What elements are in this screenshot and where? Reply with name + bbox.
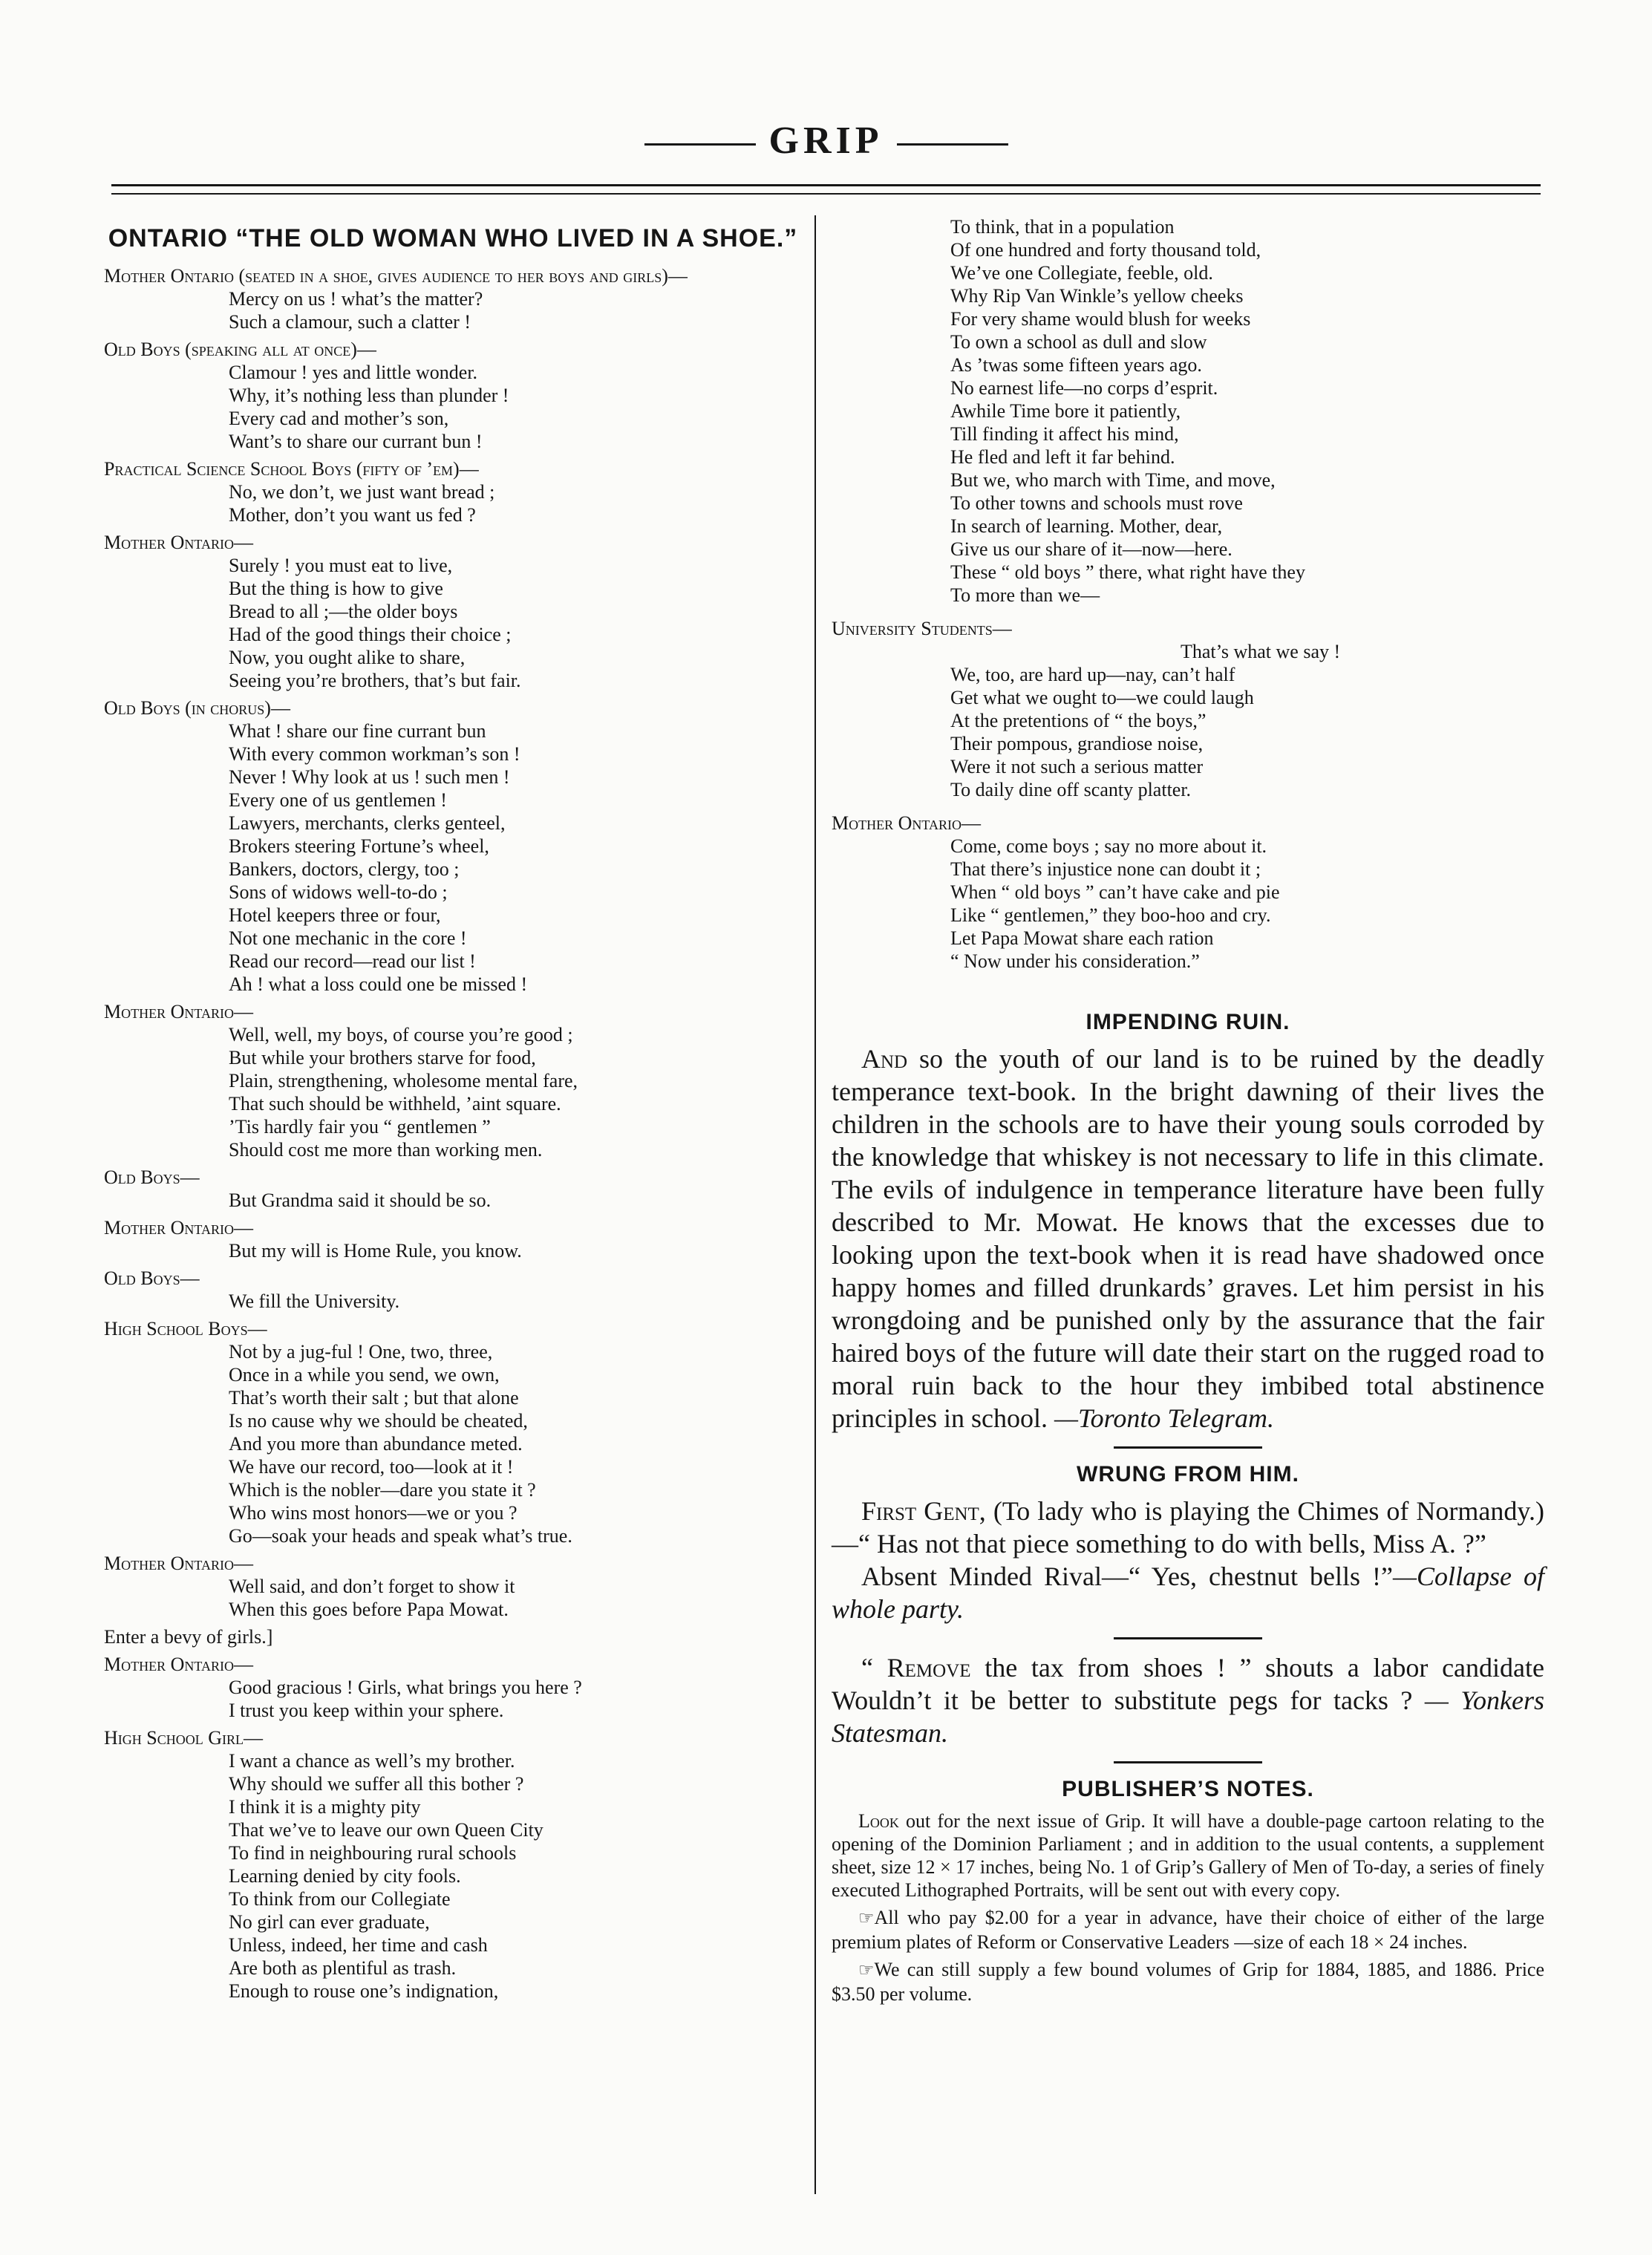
pointing-hand-icon: ☞ (858, 1909, 875, 1928)
verse-line: Every cad and mother’s son, (229, 408, 449, 429)
verse-line: He fled and left it far behind. (950, 446, 1175, 468)
students-verse (950, 663, 1544, 801)
speaker-label: Old Boys— (104, 1166, 200, 1188)
verse-line: Which is the nobler—dare you state it ? (229, 1479, 536, 1501)
verse-line: What ! share our fine currant bun (229, 720, 486, 742)
verse-line: Not one mechanic in the core ! (229, 927, 467, 949)
publisher-note-1 (832, 1809, 1544, 1902)
verse-stanza (229, 719, 802, 996)
poem-title: ONTARIO “THE OLD WOMAN WHO LIVED IN A SHOE.” (108, 224, 798, 252)
verse-line: Like “ gentlemen,” they boo-hoo and cry. (950, 904, 1271, 926)
verse-line: Lawyers, merchants, clerks genteel, (229, 812, 506, 834)
verse-line: As ’twas some fifteen years ago. (950, 354, 1202, 376)
verse-line: To more than we— (950, 584, 1100, 606)
verse-line: With every common workman’s son ! (229, 743, 520, 765)
lead-word: “ Remove (861, 1653, 971, 1683)
verse-line: Read our record—read our list ! (229, 950, 476, 972)
section-divider (1114, 1761, 1262, 1763)
pointing-hand-icon: ☞ (858, 1961, 875, 1980)
publisher-note-2 (832, 1906, 1544, 1954)
poem-body (104, 264, 802, 2003)
verse-stanza (229, 1749, 802, 2003)
verse-stanza (229, 554, 802, 692)
verse-line: Learning denied by city fools. (229, 1865, 461, 1887)
verse-line: Never ! Why look at us ! such men ! (229, 766, 510, 788)
verse-line: Bankers, doctors, clergy, too ; (229, 858, 460, 880)
speaker-label: Enter a bevy of girls.] (104, 1626, 273, 1648)
article-title-publisher: PUBLISHER’S NOTES. (1062, 1777, 1314, 1801)
verse-line: Clamour ! yes and little wonder. (229, 362, 478, 383)
verse-line: To think, that in a population (950, 216, 1175, 238)
verse-stanza (229, 1340, 802, 1547)
verse-line: Is no cause why we should be cheated, (229, 1410, 528, 1432)
section-divider (1114, 1637, 1262, 1639)
verse-line: Let Papa Mowat share each ration (950, 927, 1214, 949)
verse-line: Why should we suffer all this bother ? (229, 1773, 524, 1795)
article-wrung (832, 1495, 1544, 1625)
verse-stanza (229, 287, 802, 333)
speaker-label: Old Boys (speaking all at once)— (104, 339, 376, 360)
verse-line: That’s worth their salt ; but that alone (229, 1387, 519, 1409)
verse-line: To daily dine off scanty platter. (950, 779, 1192, 800)
verse-line: Hotel keepers three or four, (229, 904, 441, 926)
verse-line: I think it is a mighty pity (229, 1796, 421, 1818)
verse-line: But we, who march with Time, and move, (950, 469, 1276, 491)
article-text: Absent Minded Rival—“ Yes, chestnut bells !” (861, 1561, 1393, 1591)
verse-stanza (229, 1575, 802, 1621)
article-title-wrung: WRUNG FROM HIM. (1077, 1462, 1299, 1487)
verse-line: Ah ! what a loss could one be missed ! (229, 973, 528, 995)
verse-line: Till finding it affect his mind, (950, 423, 1179, 445)
verse-stanza (229, 480, 802, 526)
left-column (104, 215, 802, 2003)
header-rule-thin (111, 193, 1541, 195)
article-text: the tax from shoes ! ” shouts a labor candidate Wouldn’t it be better to substitute pegs for tacks ? (832, 1653, 1544, 1715)
masthead (0, 119, 1652, 163)
verse-line: Mother, don’t you want us fed ? (229, 504, 476, 526)
verse-line: Were it not such a serious matter (950, 756, 1204, 777)
verse-line: That’s what we say ! (1181, 641, 1341, 662)
source-credit: —Toronto Telegram. (1054, 1403, 1275, 1433)
verse-line: Mercy on us ! what’s the matter? (229, 288, 483, 310)
verse-line: “ Now under his consideration.” (950, 950, 1200, 972)
verse-line: ’Tis hardly fair you “ gentlemen ” (229, 1116, 491, 1138)
verse-line: Brokers steering Fortune’s wheel, (229, 835, 489, 857)
masthead-rule-left (644, 143, 756, 146)
verse-line: Want’s to share our currant bun ! (229, 431, 483, 452)
verse-line: Surely ! you must eat to live, (229, 555, 453, 576)
speaker-label: Mother Ontario— (104, 532, 253, 553)
verse-line: Such a clamour, such a clatter ! (229, 311, 471, 333)
verse-line: Get what we ought to—we could laugh (950, 687, 1254, 708)
verse-line: Sons of widows well-to-do ; (229, 881, 448, 903)
verse-line: For very shame would blush for weeks (950, 308, 1251, 330)
verse-line: Now, you ought alike to share, (229, 647, 466, 668)
note-text: All who pay $2.00 for a year in advance, have their choice of either of the large premium plates of Reform or Conservative Leaders —size of each 18 × 24 inches. (832, 1907, 1544, 1953)
verse-line: Seeing you’re brothers, that’s but fair. (229, 670, 521, 691)
verse-line: But the thing is how to give (229, 578, 443, 599)
verse-line: In search of learning. Mother, dear, (950, 515, 1223, 537)
verse-stanza (229, 1676, 802, 1722)
speaker-label: University Students— (832, 618, 1012, 639)
speaker-label: Mother Ontario— (104, 1654, 253, 1675)
verse-line: Well, well, my boys, of course you’re good ; (229, 1024, 573, 1045)
verse-line: No girl can ever graduate, (229, 1911, 430, 1933)
verse-line: Well said, and don’t forget to show it (229, 1576, 515, 1597)
speaker-label: Practical Science School Boys (fifty of ’em)— (104, 458, 479, 480)
article-text: so the youth of our land is to be ruined by the deadly temperance text-book. In the bright dawning of their lives the children in the schools are to have their young souls corroded by the knowledge that whiskey is not necessary to life in this climate. The evils of indulgence in temperance literature have been fully described to Mr. Mowat. He knows that the excesses due to looking upon the text-book when it is read have shadowed once happy homes and filled drunkards’ graves. Let him persist in his wrongdoing and be punished only by the assurance that the fair haired boys of the future will date their start on the rugged road to moral ruin back to the hour they imbibed total abstinence principles in school. (832, 1044, 1544, 1433)
header-rule (111, 184, 1541, 186)
article-shoes (832, 1651, 1544, 1749)
verse-line: No, we don’t, we just want bread ; (229, 481, 495, 503)
verse-line: Are both as plentiful as trash. (229, 1957, 457, 1979)
note-text: out for the next issue of Grip. It will have a double-page cartoon relating to the opening of the Dominion Parliament ; and in addition to the usual contents, a supplement sheet, size 12 × 17 inches, being No. 1 of Grip’s Gallery of Men of To-day, a series of finely executed Lithographed Portraits, will be sent out with every copy. (832, 1810, 1544, 1901)
verse-stanza (229, 1023, 802, 1161)
verse-line: Bread to all ;—the older boys (229, 601, 458, 622)
poem-continuation (950, 215, 1544, 607)
verse-line: To think from our Collegiate (229, 1888, 451, 1910)
verse-line: We’ve one Collegiate, feeble, old. (950, 262, 1213, 284)
speaker-label: High School Girl— (104, 1727, 263, 1749)
verse-line: I trust you keep within your sphere. (229, 1700, 504, 1721)
verse-line: Good gracious ! Girls, what brings you here ? (229, 1677, 582, 1698)
speaker-label: Old Boys (in chorus)— (104, 697, 290, 719)
masthead-title: GRIP (768, 120, 884, 162)
source-credit: — Yonkers Statesman. (832, 1685, 1545, 1748)
speaker-label: Mother Ontario— (104, 1553, 253, 1574)
speaker-label: Mother Ontario— (832, 812, 981, 834)
verse-line: And you more than abundance meted. (229, 1433, 523, 1455)
verse-line: Unless, indeed, her time and cash (229, 1934, 488, 1956)
verse-line: Should cost me more than working men. (229, 1139, 543, 1161)
verse-line: Who wins most honors—we or you ? (229, 1502, 518, 1524)
speaker-label: Mother Ontario— (104, 1217, 253, 1239)
verse-line: Why Rip Van Winkle’s yellow cheeks (950, 285, 1244, 307)
verse-line: Go—soak your heads and speak what’s true. (229, 1525, 572, 1547)
verse-line: Awhile Time bore it patiently, (950, 400, 1181, 422)
masthead-rule-right (897, 143, 1008, 146)
verse-line: Once in a while you send, we own, (229, 1364, 500, 1386)
verse-line: Their pompous, grandiose noise, (950, 733, 1204, 754)
article-title-impending-ruin: IMPENDING RUIN. (1085, 1010, 1290, 1034)
verse-line: But while your brothers starve for food, (229, 1047, 536, 1068)
article-impending-ruin (832, 1042, 1544, 1435)
verse-line: That we’ve to leave our own Queen City (229, 1819, 543, 1841)
verse-line: To own a school as dull and slow (950, 331, 1207, 353)
verse-stanza (229, 1239, 802, 1262)
speaker-label: Mother Ontario (seated in a shoe, gives audience to her boys and girls)— (104, 265, 688, 287)
verse-line: Not by a jug-ful ! One, two, three, (229, 1341, 493, 1363)
verse-line: At the pretentions of “ the boys,” (950, 710, 1207, 731)
verse-line: Why, it’s nothing less than plunder ! (229, 385, 509, 406)
verse-stanza (229, 361, 802, 453)
section-divider (1114, 1446, 1262, 1449)
source-credit: —Collapse of whole party. (832, 1561, 1544, 1624)
speaker-label: Old Boys— (104, 1267, 200, 1289)
verse-line: No earnest life—no corps d’esprit. (950, 377, 1218, 399)
lead-word: And (861, 1044, 908, 1074)
verse-line: To other towns and schools must rove (950, 492, 1243, 514)
verse-line: That there’s injustice none can doubt it ; (950, 858, 1261, 880)
verse-line: I want a chance as well’s my brother. (229, 1750, 515, 1772)
verse-line: Give us our share of it—now—here. (950, 538, 1233, 560)
lead-word: First Gent, (861, 1496, 986, 1526)
verse-line: That such should be withheld, ’aint square. (229, 1093, 561, 1115)
right-column (832, 215, 1544, 2010)
publisher-note-3 (832, 1958, 1544, 2006)
verse-stanza (229, 1290, 802, 1313)
verse-line: Enough to rouse one’s indignation, (229, 1980, 499, 2002)
verse-line: We have our record, too—look at it ! (229, 1456, 514, 1478)
speaker-label: Mother Ontario— (104, 1001, 253, 1022)
verse-line: Every one of us gentlemen ! (229, 789, 447, 811)
verse-line: These “ old boys ” there, what right have they (950, 561, 1305, 583)
verse-line: Of one hundred and forty thousand told, (950, 239, 1261, 261)
verse-line: When this goes before Papa Mowat. (229, 1599, 509, 1620)
verse-line: Plain, strengthening, wholesome mental fare, (229, 1070, 578, 1091)
verse-line: Had of the good things their choice ; (229, 624, 512, 645)
verse-line: Come, come boys ; say no more about it. (950, 835, 1267, 857)
verse-line: But Grandma said it should be so. (229, 1189, 492, 1211)
verse-stanza (229, 1189, 802, 1212)
lead-word: Look (858, 1810, 899, 1832)
speaker-label: High School Boys— (104, 1318, 267, 1339)
verse-line: But my will is Home Rule, you know. (229, 1240, 522, 1262)
verse-line: To find in neighbouring rural schools (229, 1842, 517, 1864)
mother-verse (950, 835, 1544, 973)
verse-line: When “ old boys ” can’t have cake and pie (950, 881, 1280, 903)
article-text: (To lady who is playing the Chimes of Normandy.)—“ Has not that piece something to do with bells, Miss A. ?” (832, 1496, 1544, 1559)
verse-line: We fill the University. (229, 1290, 400, 1312)
column-divider (814, 215, 816, 2194)
verse-line: We, too, are hard up—nay, can’t half (950, 664, 1235, 685)
note-text: We can still supply a few bound volumes of Grip for 1884, 1885, and 1886. Price $3.50 per volume. (832, 1959, 1544, 2005)
